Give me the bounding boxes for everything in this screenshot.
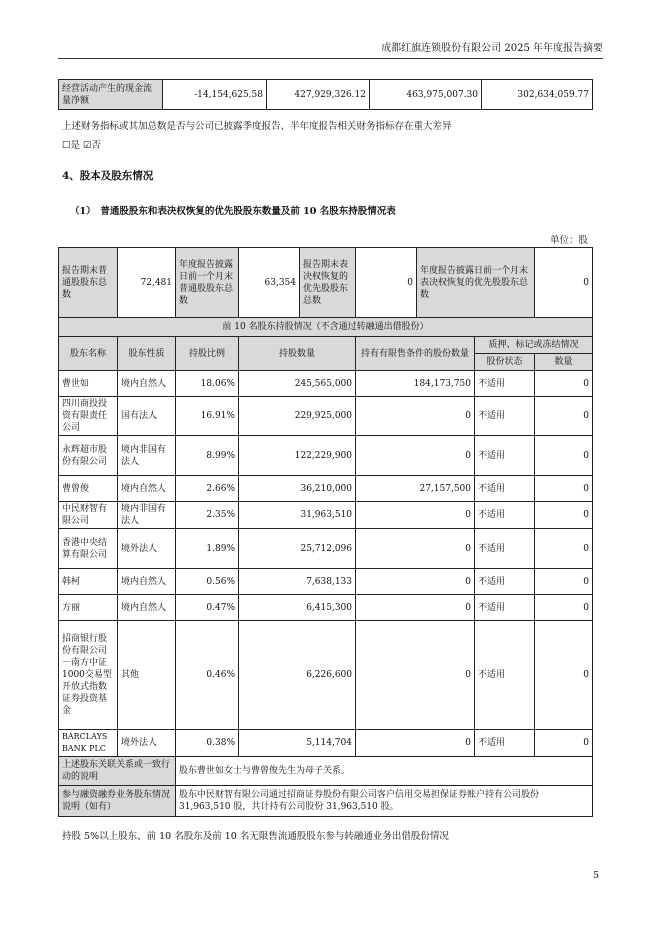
- difference-question: 上述财务指标或其加总数是否与公司已披露季度报告、半年度报告相关财务指标存在重大差异: [62, 121, 452, 132]
- pledge-quantity: 0: [535, 371, 593, 397]
- table-row: [59, 595, 593, 621]
- shareholder-nature: 境内自然人: [118, 595, 176, 621]
- holding-ratio: 16.91%: [176, 397, 239, 436]
- shareholder-nature: 境内自然人: [118, 476, 176, 502]
- table-row: [59, 476, 593, 502]
- cashflow-value: 427,929,326.12: [267, 80, 370, 110]
- summary-value: 72,481: [118, 248, 176, 318]
- cashflow-value: 302,634,059.77: [482, 80, 593, 110]
- restricted-shares: 0: [356, 529, 475, 569]
- pledge-quantity: 0: [535, 397, 593, 436]
- holding-ratio: 2.66%: [176, 476, 239, 502]
- pledge-status: 不适用: [475, 502, 535, 529]
- pledge-quantity: 0: [535, 476, 593, 502]
- shareholder-name: 韩柯: [59, 569, 118, 595]
- shareholder-nature: 国有法人: [118, 397, 176, 436]
- summary-label: 报告期末普通股股东总数: [59, 248, 118, 318]
- restricted-shares: 0: [356, 436, 475, 476]
- summary-label: 报告期末表决权恢复的优先股股东总数: [300, 248, 356, 318]
- table-row: [59, 436, 593, 476]
- shareholder-table: [58, 247, 593, 817]
- unit-label: 单位：股: [549, 235, 588, 246]
- summary-value: 0: [535, 248, 593, 318]
- restricted-shares: 0: [356, 397, 475, 436]
- shareholder-nature: 境内自然人: [118, 569, 176, 595]
- header-divider: [58, 58, 603, 59]
- holding-shares: 25,712,096: [239, 529, 356, 569]
- column-header: 持股比例: [176, 337, 239, 371]
- holding-ratio: 2.35%: [176, 502, 239, 529]
- shareholder-name: 中民财智有限公司: [59, 502, 118, 529]
- section-title: 4、股本及股东情况: [62, 170, 154, 182]
- summary-value: 63,354: [239, 248, 300, 318]
- holding-ratio: 18.06%: [176, 371, 239, 397]
- related-text: 股东曹世如女士与曹曾俊先生为母子关系。: [176, 757, 593, 786]
- margin-text: 股东中民财智有限公司通过招商证券股份有限公司客户信用交易担保证券账户持有公司股份 31,963,510 股，共计持有公司股份 31,963,510 股。: [176, 786, 593, 817]
- column-header: 股东名称: [59, 337, 118, 371]
- shareholder-name: 永辉超市股份有限公司: [59, 436, 118, 476]
- holding-ratio: 0.38%: [176, 730, 239, 757]
- restricted-shares: 0: [356, 621, 475, 730]
- lending-note: 持股 5%以上股东、前 10 名股东及前 10 名无限售流通股股东参与转融通业务出借股份情况: [62, 831, 449, 842]
- summary-value: 0: [356, 248, 417, 318]
- holding-ratio: 1.89%: [176, 529, 239, 569]
- table-row: [59, 502, 593, 529]
- shareholder-nature: 境外法人: [118, 730, 176, 757]
- summary-label: 年度报告披露日前一个月末普通股股东总数: [176, 248, 239, 318]
- holding-ratio: 0.56%: [176, 569, 239, 595]
- page-number: 5: [592, 870, 599, 881]
- holding-shares: 7,638,133: [239, 569, 356, 595]
- table-row: [59, 529, 593, 569]
- top10-caption: 前 10 名股东持股情况（不含通过转融通出借股份）: [59, 318, 593, 337]
- holding-shares: 122,229,900: [239, 436, 356, 476]
- column-header: 数量: [535, 354, 593, 371]
- pledge-quantity: 0: [535, 621, 593, 730]
- column-header: 股东性质: [118, 337, 176, 371]
- pledge-quantity: 0: [535, 595, 593, 621]
- cashflow-value: -14,154,625.58: [163, 80, 267, 110]
- pledge-quantity: 0: [535, 436, 593, 476]
- holding-shares: 31,963,510: [239, 502, 356, 529]
- shareholder-name: 方丽: [59, 595, 118, 621]
- restricted-shares: 0: [356, 595, 475, 621]
- shareholder-name: 四川商投投资有限责任公司: [59, 397, 118, 436]
- shareholder-nature: 其他: [118, 621, 176, 730]
- summary-row: [59, 248, 593, 318]
- shareholder-nature: 境内自然人: [118, 371, 176, 397]
- holding-ratio: 8.99%: [176, 436, 239, 476]
- shareholder-name: 招商银行股份有限公司－南方中证1000交易型开放式指数证券投资基金: [59, 621, 118, 730]
- pledge-quantity: 0: [535, 529, 593, 569]
- holding-shares: 6,415,300: [239, 595, 356, 621]
- restricted-shares: 0: [356, 730, 475, 757]
- restricted-shares: 27,157,500: [356, 476, 475, 502]
- restricted-shares: 184,173,750: [356, 371, 475, 397]
- table-row: [59, 621, 593, 730]
- shareholder-name: BARCLAYS BANK PLC: [59, 730, 118, 757]
- report-header: 成都红旗连锁股份有限公司 2025 年年度报告摘要: [381, 43, 603, 54]
- related-label: 上述股东关联关系或一致行动的说明: [59, 757, 176, 786]
- cashflow-table: [58, 79, 593, 110]
- column-header: 持股数量: [239, 337, 356, 371]
- column-header: 股份状态: [475, 354, 535, 371]
- column-header: 质押、标记或冻结情况: [475, 337, 593, 354]
- pledge-status: 不适用: [475, 397, 535, 436]
- pledge-quantity: 0: [535, 730, 593, 757]
- shareholder-nature: 境外法人: [118, 529, 176, 569]
- pledge-status: 不适用: [475, 529, 535, 569]
- pledge-status: 不适用: [475, 595, 535, 621]
- margin-label: 参与融资融券业务股东情况说明（如有）: [59, 786, 176, 817]
- holding-shares: 6,226,600: [239, 621, 356, 730]
- holding-shares: 5,114,704: [239, 730, 356, 757]
- pledge-status: 不适用: [475, 569, 535, 595]
- pledge-quantity: 0: [535, 502, 593, 529]
- column-header: 持有有限售条件的股份数量: [356, 337, 475, 371]
- shareholder-nature: 境内非国有法人: [118, 436, 176, 476]
- shareholder-name: 曹曾俊: [59, 476, 118, 502]
- table-row: [59, 397, 593, 436]
- pledge-status: 不适用: [475, 621, 535, 730]
- holding-shares: 245,565,000: [239, 371, 356, 397]
- shareholder-nature: 境内非国有法人: [118, 502, 176, 529]
- holding-shares: 36,210,000: [239, 476, 356, 502]
- restricted-shares: 0: [356, 569, 475, 595]
- holding-ratio: 0.47%: [176, 595, 239, 621]
- table-row: [59, 569, 593, 595]
- holding-shares: 229,925,000: [239, 397, 356, 436]
- pledge-status: 不适用: [475, 371, 535, 397]
- pledge-quantity: 0: [535, 569, 593, 595]
- table-row: [59, 730, 593, 757]
- cashflow-value: 463,975,007.30: [370, 80, 482, 110]
- table-row: [59, 371, 593, 397]
- shareholder-name: 香港中央结算有限公司: [59, 529, 118, 569]
- shareholder-name: 曹世如: [59, 371, 118, 397]
- pledge-status: 不适用: [475, 730, 535, 757]
- cashflow-label: 经营活动产生的现金流量净额: [59, 80, 163, 110]
- holding-ratio: 0.46%: [176, 621, 239, 730]
- restricted-shares: 0: [356, 502, 475, 529]
- summary-label: 年度报告披露日前一个月末表决权恢复的优先股股东总数: [417, 248, 535, 318]
- pledge-status: 不适用: [475, 436, 535, 476]
- pledge-status: 不适用: [475, 476, 535, 502]
- difference-choice: ☐是 ☑否: [62, 140, 102, 151]
- subsection-title: （1） 普通股股东和表决权恢复的优先股股东数量及前 10 名股东持股情况表: [70, 206, 396, 217]
